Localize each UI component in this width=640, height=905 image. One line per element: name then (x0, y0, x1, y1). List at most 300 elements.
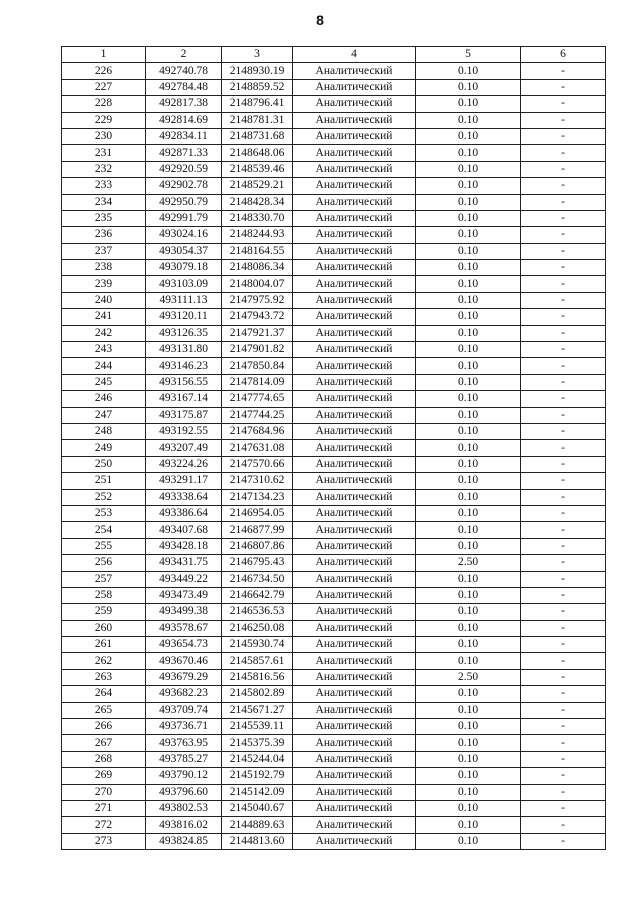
table-cell: 261 (62, 637, 146, 653)
table-cell: 493736.71 (146, 719, 222, 735)
table-cell: - (521, 79, 606, 95)
table-row (62, 96, 606, 112)
table-cell: Аналитический (293, 571, 416, 587)
table-cell: 0.10 (416, 145, 521, 161)
table-row (62, 374, 606, 390)
table-cell: 2147631.08 (222, 440, 293, 456)
table-cell: Аналитический (293, 489, 416, 505)
table-row (62, 227, 606, 243)
table-cell: 228 (62, 96, 146, 112)
table-cell: 493054.37 (146, 243, 222, 259)
table-row (62, 145, 606, 161)
table-cell: 493824.85 (146, 833, 222, 849)
table-row (62, 505, 606, 521)
table-cell: 2148004.07 (222, 276, 293, 292)
table-cell: - (521, 800, 606, 816)
table-cell: 0.10 (416, 571, 521, 587)
table-cell: Аналитический (293, 440, 416, 456)
table-cell: 0.10 (416, 456, 521, 472)
table-cell: - (521, 587, 606, 603)
table-cell: 493079.18 (146, 260, 222, 276)
table-cell: 0.10 (416, 96, 521, 112)
table-cell: 2.50 (416, 669, 521, 685)
table-cell: 232 (62, 161, 146, 177)
table-cell: - (521, 358, 606, 374)
table-cell: 2146642.79 (222, 587, 293, 603)
table-cell: 262 (62, 653, 146, 669)
table-cell: 2148086.34 (222, 260, 293, 276)
table-cell: 493796.60 (146, 784, 222, 800)
table-row (62, 620, 606, 636)
table-cell: Аналитический (293, 456, 416, 472)
table-cell: Аналитический (293, 833, 416, 849)
table-cell: 493156.55 (146, 374, 222, 390)
table-cell: 236 (62, 227, 146, 243)
table-cell: 493431.75 (146, 555, 222, 571)
table-row (62, 784, 606, 800)
table-row (62, 686, 606, 702)
table-cell: 2145930.74 (222, 637, 293, 653)
table-cell: Аналитический (293, 391, 416, 407)
table-row (62, 325, 606, 341)
table-cell: - (521, 128, 606, 144)
table-cell: 266 (62, 719, 146, 735)
table-row (62, 833, 606, 849)
table-cell: 493175.87 (146, 407, 222, 423)
table-cell: 2148330.70 (222, 210, 293, 226)
table-row (62, 522, 606, 538)
table-cell: 267 (62, 735, 146, 751)
table-cell: 493670.46 (146, 653, 222, 669)
table-cell: 2148164.55 (222, 243, 293, 259)
table-cell: 2145040.67 (222, 800, 293, 816)
table-cell: - (521, 735, 606, 751)
table-cell: - (521, 620, 606, 636)
table-cell: Аналитический (293, 784, 416, 800)
table-cell: 0.10 (416, 587, 521, 603)
table-cell: 0.10 (416, 112, 521, 128)
table-cell: 0.10 (416, 817, 521, 833)
table-cell: 272 (62, 817, 146, 833)
table-cell: Аналитический (293, 637, 416, 653)
table-cell: 257 (62, 571, 146, 587)
table-cell: 249 (62, 440, 146, 456)
table-cell: - (521, 473, 606, 489)
column-header: 5 (416, 47, 521, 63)
table-cell: 0.10 (416, 653, 521, 669)
table-cell: 0.10 (416, 407, 521, 423)
table-cell: - (521, 63, 606, 79)
table-cell: 0.10 (416, 505, 521, 521)
table-cell: 259 (62, 604, 146, 620)
table-cell: 0.10 (416, 833, 521, 849)
table-cell: 264 (62, 686, 146, 702)
table-row (62, 128, 606, 144)
table-cell: Аналитический (293, 194, 416, 210)
table-row (62, 587, 606, 603)
table-row (62, 161, 606, 177)
table-cell: Аналитический (293, 538, 416, 554)
table-cell: 493131.80 (146, 342, 222, 358)
table-cell: 0.10 (416, 194, 521, 210)
table-cell: 0.10 (416, 423, 521, 439)
table-cell: Аналитический (293, 473, 416, 489)
table-row (62, 702, 606, 718)
table-cell: 493790.12 (146, 768, 222, 784)
table-cell: Аналитический (293, 260, 416, 276)
table-cell: 243 (62, 342, 146, 358)
table-cell: 2147975.92 (222, 292, 293, 308)
table-cell: 271 (62, 800, 146, 816)
table-cell: - (521, 374, 606, 390)
table-row (62, 751, 606, 767)
table-cell: Аналитический (293, 620, 416, 636)
table-row (62, 79, 606, 95)
table-cell: 2147901.82 (222, 342, 293, 358)
table-cell: 2146807.86 (222, 538, 293, 554)
table-cell: - (521, 342, 606, 358)
table-cell: - (521, 751, 606, 767)
table-cell: 492871.33 (146, 145, 222, 161)
table-cell: 0.10 (416, 784, 521, 800)
table-cell: 2147921.37 (222, 325, 293, 341)
column-header: 3 (222, 47, 293, 63)
table-cell: - (521, 522, 606, 538)
table-cell: 0.10 (416, 620, 521, 636)
table-cell: 0.10 (416, 800, 521, 816)
table-cell: 245 (62, 374, 146, 390)
table-cell: - (521, 555, 606, 571)
table-cell: - (521, 178, 606, 194)
table-cell: Аналитический (293, 227, 416, 243)
table-cell: - (521, 456, 606, 472)
table-row (62, 292, 606, 308)
table-cell: - (521, 276, 606, 292)
table-cell: 2148781.31 (222, 112, 293, 128)
table-cell: 2146795.43 (222, 555, 293, 571)
table-cell: 493111.13 (146, 292, 222, 308)
table-cell: 0.10 (416, 473, 521, 489)
table-cell: Аналитический (293, 243, 416, 259)
table-cell: Аналитический (293, 325, 416, 341)
table-row (62, 423, 606, 439)
table-cell: 493763.95 (146, 735, 222, 751)
table-cell: Аналитический (293, 653, 416, 669)
table-cell: 493338.64 (146, 489, 222, 505)
table-cell: 238 (62, 260, 146, 276)
table-cell: Аналитический (293, 342, 416, 358)
table-cell: 2145142.09 (222, 784, 293, 800)
table-cell: Аналитический (293, 292, 416, 308)
table-cell: 2146250.08 (222, 620, 293, 636)
table-cell: Аналитический (293, 407, 416, 423)
table-row (62, 342, 606, 358)
table-cell: 231 (62, 145, 146, 161)
table-cell: 0.10 (416, 243, 521, 259)
table-cell: 242 (62, 325, 146, 341)
table-row (62, 653, 606, 669)
table-row (62, 768, 606, 784)
table-cell: - (521, 489, 606, 505)
table-cell: 492814.69 (146, 112, 222, 128)
table-cell: Аналитический (293, 735, 416, 751)
table-cell: 493103.09 (146, 276, 222, 292)
table-row (62, 571, 606, 587)
table-cell: 493578.67 (146, 620, 222, 636)
table-cell: 234 (62, 194, 146, 210)
table-cell: 493224.26 (146, 456, 222, 472)
table-cell: Аналитический (293, 604, 416, 620)
table-cell: 250 (62, 456, 146, 472)
table-cell: 492991.79 (146, 210, 222, 226)
table-cell: 0.10 (416, 309, 521, 325)
table-cell: - (521, 407, 606, 423)
table-cell: Аналитический (293, 768, 416, 784)
table-cell: 493167.14 (146, 391, 222, 407)
table-cell: 258 (62, 587, 146, 603)
table-cell: 256 (62, 555, 146, 571)
table-row (62, 440, 606, 456)
table-cell: Аналитический (293, 719, 416, 735)
table-cell: 493386.64 (146, 505, 222, 521)
table-cell: 493654.73 (146, 637, 222, 653)
table-row (62, 719, 606, 735)
table-cell: 493449.22 (146, 571, 222, 587)
table-cell: - (521, 391, 606, 407)
table-cell: 2145244.04 (222, 751, 293, 767)
table-cell: 493291.17 (146, 473, 222, 489)
table-cell: Аналитический (293, 555, 416, 571)
table-cell: 493428.18 (146, 538, 222, 554)
table-cell: 493802.53 (146, 800, 222, 816)
table-cell: Аналитический (293, 210, 416, 226)
table-cell: 493207.49 (146, 440, 222, 456)
table-cell: 2148731.68 (222, 128, 293, 144)
table-cell: 2148529.21 (222, 178, 293, 194)
table-cell: 2145539.11 (222, 719, 293, 735)
table-cell: 0.10 (416, 79, 521, 95)
table-cell: 2147684.96 (222, 423, 293, 439)
table-cell: 226 (62, 63, 146, 79)
table-cell: 2145816.56 (222, 669, 293, 685)
table-cell: - (521, 817, 606, 833)
table-cell: Аналитический (293, 423, 416, 439)
table-cell: 493473.49 (146, 587, 222, 603)
table-cell: Аналитический (293, 309, 416, 325)
table-cell: 493192.55 (146, 423, 222, 439)
table-row (62, 669, 606, 685)
table-cell: - (521, 423, 606, 439)
table-cell: - (521, 260, 606, 276)
table-cell: 2148859.52 (222, 79, 293, 95)
table-cell: 2146734.50 (222, 571, 293, 587)
table-cell: - (521, 227, 606, 243)
table-cell: Аналитический (293, 686, 416, 702)
table-cell: 0.10 (416, 374, 521, 390)
table-cell: 2146954.05 (222, 505, 293, 521)
table-cell: 2145375.39 (222, 735, 293, 751)
table-cell: 252 (62, 489, 146, 505)
table-cell: - (521, 243, 606, 259)
coordinates-table (61, 46, 606, 850)
table-cell: Аналитический (293, 800, 416, 816)
table-cell: 247 (62, 407, 146, 423)
table-cell: 492834.11 (146, 128, 222, 144)
table-row (62, 473, 606, 489)
table-cell: 0.10 (416, 522, 521, 538)
table-cell: - (521, 112, 606, 128)
table-row (62, 309, 606, 325)
table-cell: - (521, 686, 606, 702)
table-cell: 2148428.34 (222, 194, 293, 210)
table-row (62, 276, 606, 292)
table-cell: 2147744.25 (222, 407, 293, 423)
table-row (62, 210, 606, 226)
table-cell: 493785.27 (146, 751, 222, 767)
table-cell: - (521, 669, 606, 685)
table-cell: Аналитический (293, 145, 416, 161)
table-cell: 248 (62, 423, 146, 439)
table-cell: 0.10 (416, 751, 521, 767)
table-cell: 2146536.53 (222, 604, 293, 620)
table-cell: 0.10 (416, 276, 521, 292)
table-cell: Аналитический (293, 112, 416, 128)
table-row (62, 63, 606, 79)
table-cell: 492920.59 (146, 161, 222, 177)
table-cell: Аналитический (293, 276, 416, 292)
table-cell: 240 (62, 292, 146, 308)
table-cell: 2147850.84 (222, 358, 293, 374)
table-cell: - (521, 325, 606, 341)
column-header: 2 (146, 47, 222, 63)
table-cell: - (521, 210, 606, 226)
table-cell: 237 (62, 243, 146, 259)
table-row (62, 243, 606, 259)
table-cell: 493709.74 (146, 702, 222, 718)
table-cell: 0.10 (416, 63, 521, 79)
table-cell: - (521, 538, 606, 554)
table-row (62, 407, 606, 423)
table-row (62, 358, 606, 374)
table-cell: 493407.68 (146, 522, 222, 538)
table-cell: 493499.38 (146, 604, 222, 620)
table-cell: 0.10 (416, 391, 521, 407)
table-cell: 0.10 (416, 686, 521, 702)
table-header-row (62, 47, 606, 63)
column-header: 6 (521, 47, 606, 63)
table-cell: 0.10 (416, 178, 521, 194)
table-cell: - (521, 833, 606, 849)
table-cell: 0.10 (416, 227, 521, 243)
table-cell: 251 (62, 473, 146, 489)
table-cell: 0.10 (416, 604, 521, 620)
table-cell: 493024.16 (146, 227, 222, 243)
table-cell: - (521, 702, 606, 718)
table-cell: 0.10 (416, 161, 521, 177)
table-cell: 273 (62, 833, 146, 849)
table-cell: 2148539.46 (222, 161, 293, 177)
column-header: 4 (293, 47, 416, 63)
table-row (62, 555, 606, 571)
table-cell: 233 (62, 178, 146, 194)
table-row (62, 637, 606, 653)
table-cell: 2147134.23 (222, 489, 293, 505)
table-cell: - (521, 505, 606, 521)
table-cell: 493126.35 (146, 325, 222, 341)
table-cell: 268 (62, 751, 146, 767)
table-cell: 0.10 (416, 210, 521, 226)
table-cell: Аналитический (293, 522, 416, 538)
table-cell: 0.10 (416, 292, 521, 308)
table-cell: 2144813.60 (222, 833, 293, 849)
table-row (62, 194, 606, 210)
table-cell: 229 (62, 112, 146, 128)
table-row (62, 538, 606, 554)
table-cell: 0.10 (416, 128, 521, 144)
table-cell: 2147814.09 (222, 374, 293, 390)
table-cell: - (521, 161, 606, 177)
table-cell: 0.10 (416, 440, 521, 456)
table-cell: - (521, 604, 606, 620)
table-cell: 0.10 (416, 325, 521, 341)
table-cell: Аналитический (293, 79, 416, 95)
table-cell: 492902.78 (146, 178, 222, 194)
table-row (62, 178, 606, 194)
table-cell: 2144889.63 (222, 817, 293, 833)
table-row (62, 489, 606, 505)
table-cell: 0.10 (416, 538, 521, 554)
column-header: 1 (62, 47, 146, 63)
table-cell: 0.10 (416, 637, 521, 653)
table-cell: 0.10 (416, 358, 521, 374)
table-cell: - (521, 145, 606, 161)
table-cell: 2148648.06 (222, 145, 293, 161)
table-cell: 0.10 (416, 735, 521, 751)
table-cell: 0.10 (416, 768, 521, 784)
table-cell: Аналитический (293, 161, 416, 177)
table-cell: - (521, 768, 606, 784)
table-cell: 492740.78 (146, 63, 222, 79)
table-cell: Аналитический (293, 751, 416, 767)
table-cell: 2147310.62 (222, 473, 293, 489)
table-cell: 0.10 (416, 260, 521, 276)
table-cell: - (521, 96, 606, 112)
table-row (62, 817, 606, 833)
table-cell: Аналитический (293, 128, 416, 144)
table-cell: - (521, 637, 606, 653)
table-cell: 0.10 (416, 702, 521, 718)
table-cell: Аналитический (293, 669, 416, 685)
table-cell: 2148244.93 (222, 227, 293, 243)
table-row (62, 260, 606, 276)
table-cell: 260 (62, 620, 146, 636)
table-row (62, 456, 606, 472)
table-cell: Аналитический (293, 505, 416, 521)
table-cell: 2145671.27 (222, 702, 293, 718)
table-cell: Аналитический (293, 96, 416, 112)
table-cell: 2145802.89 (222, 686, 293, 702)
table-cell: 246 (62, 391, 146, 407)
table-cell: - (521, 194, 606, 210)
table-cell: 493120.11 (146, 309, 222, 325)
table-cell: Аналитический (293, 587, 416, 603)
table-cell: 227 (62, 79, 146, 95)
table-cell: 230 (62, 128, 146, 144)
table-cell: 263 (62, 669, 146, 685)
table-cell: Аналитический (293, 817, 416, 833)
table-row (62, 112, 606, 128)
table-cell: 492784.48 (146, 79, 222, 95)
